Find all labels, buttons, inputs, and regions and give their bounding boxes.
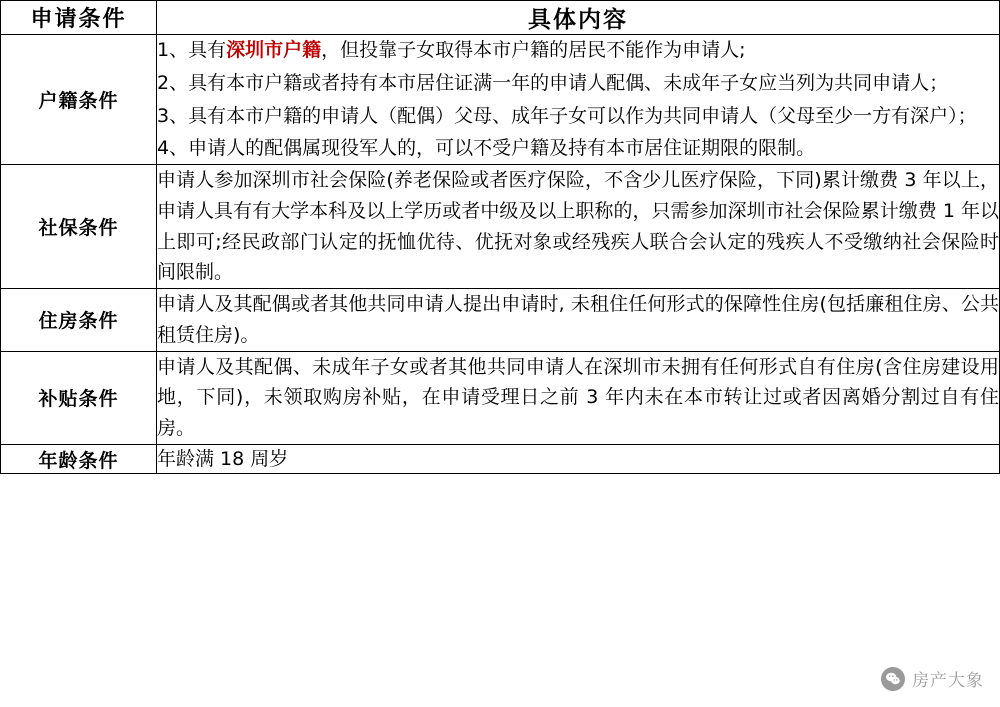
table-row: [1, 35, 1000, 165]
table-row: [1, 351, 1000, 444]
row-category-social-insurance: 社保条件: [1, 165, 157, 289]
wechat-icon: [881, 667, 905, 691]
content-line: 4、申请人的配偶属现役军人的，可以不受户籍及持有本市居住证期限的限制。: [157, 137, 816, 160]
line-prefix: 1、具有: [157, 39, 227, 61]
column-header-condition: 申请条件: [1, 1, 157, 35]
table-row: [1, 444, 1000, 474]
content-line: 申请人参加深圳市社会保险(养老保险或者医疗保险，不含少儿医疗保险，下同)累计缴费 3 年以上，申请人具有有大学本科及以上学历或者中级及以上职称的，只需参加深圳市社会保险累计缴费 1 年以上即可;经民政部门认定的抚恤优待、优抚对象或经残疾人联合会认定的残疾人不受缴纳社会保险时间限制。: [157, 169, 999, 284]
row-category-age: 年龄条件: [1, 444, 157, 474]
content-line: 3、具有本市户籍的申请人（配偶）父母、成年子女可以作为共同申请人（父母至少一方有深户）；: [157, 104, 977, 127]
row-category-housing: 住房条件: [1, 289, 157, 352]
column-header-content: 具体内容: [157, 1, 1000, 35]
row-content-household: [157, 35, 1000, 165]
content-line: [157, 35, 999, 66]
row-content-housing: [157, 289, 1000, 352]
row-content-social-insurance: [157, 165, 1000, 289]
watermark: [881, 666, 984, 691]
row-content-subsidy: [157, 351, 1000, 444]
content-line: 年龄满 18 周岁: [157, 447, 289, 470]
line-suffix: ，但投靠子女取得本市户籍的居民不能作为申请人;: [321, 39, 746, 61]
row-category-household: 户籍条件: [1, 35, 157, 165]
content-line: 2、具有本市户籍或者持有本市居住证满一年的申请人配偶、未成年子女应当列为共同申请人；: [157, 71, 949, 94]
content-line: 申请人及其配偶或者其他共同申请人提出申请时, 未租住任何形式的保障性住房(包括廉租住房、公共租赁住房)。: [157, 293, 999, 346]
highlight-text: 深圳市户籍: [226, 39, 322, 61]
table-row: [1, 289, 1000, 352]
content-line: 申请人及其配偶、未成年子女或者其他共同申请人在深圳市未拥有任何形式自有住房(含住房建设用地，下同)，未领取购房补贴，在申请受理日之前 3 年内未在本市转让过或者因离婚分割过自有住房。: [157, 355, 999, 440]
table-header-row: [1, 1, 1000, 35]
table-row: [1, 165, 1000, 289]
row-content-age: [157, 444, 1000, 474]
watermark-label: 房产大象: [912, 671, 984, 691]
row-category-subsidy: 补贴条件: [1, 351, 157, 444]
